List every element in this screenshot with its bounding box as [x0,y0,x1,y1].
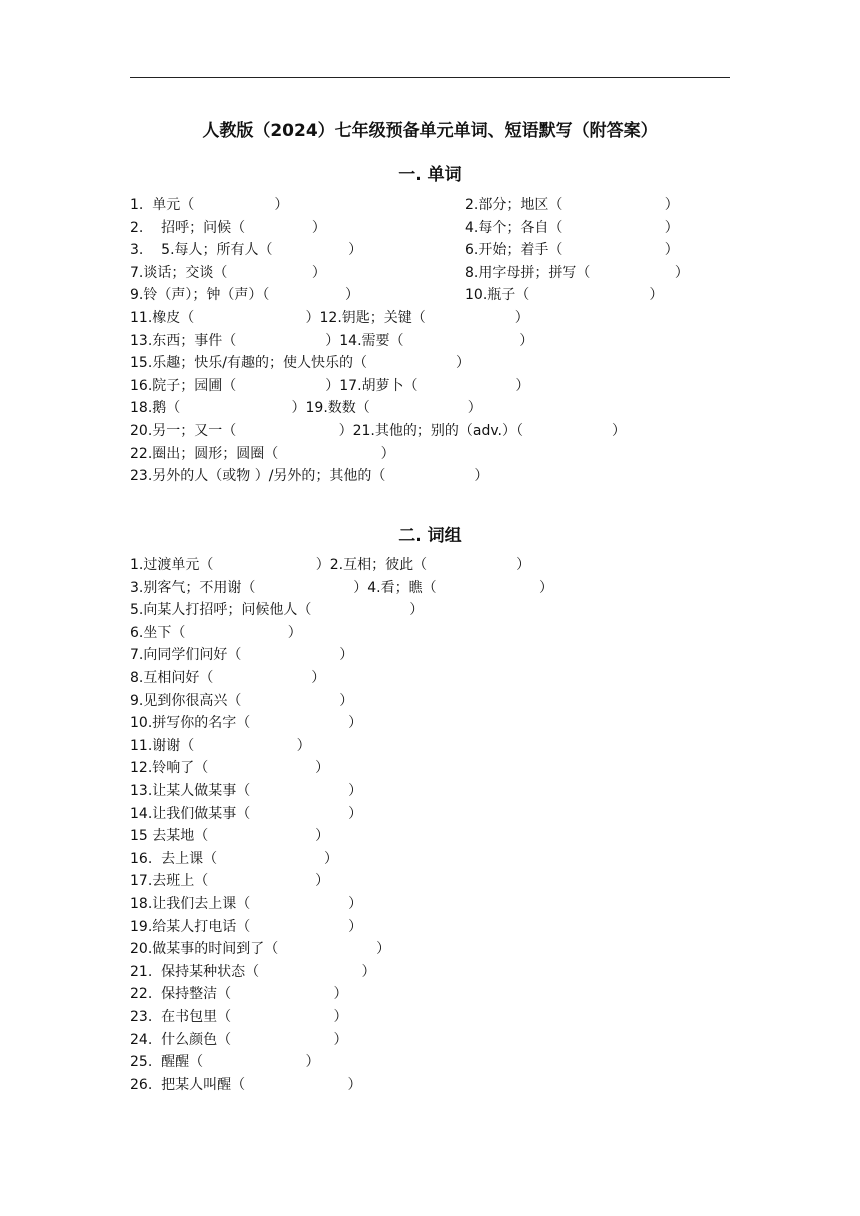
section-heading-words: 一. 单词 [398,165,462,185]
phrase-item: 3.别客气；不用谢（ ）4.看；瞧（ ） [130,579,553,596]
word-item-left: 13.东西；事件（ ）14.需要（ ） [130,332,534,349]
word-item-left: 20.另一；又一（ ）21.其他的；别的（adv.）（ ） [130,423,627,439]
phrase-item: 15 去某地（ ） [130,828,330,845]
phrase-item: 18.让我们去上课（ ） [130,896,363,912]
phrase-item: 16. 去上课（ ） [130,850,338,867]
phrase-item: 21. 保持某种状态（ ） [130,963,376,980]
word-item-left: 9.铃（声）；钟（声）（ ） [130,287,360,304]
document-title: 人教版（2024）七年级预备单元单词、短语默写（附答案） [202,121,658,141]
phrase-item: 6.坐下（ ） [130,624,302,641]
word-item-right: 8.用字母拼；拼写（ ） [465,264,689,281]
phrase-item: 5.向某人打招呼；问候他人（ ） [130,602,424,619]
word-item-right: 4.每个；各自（ ） [465,219,679,236]
word-item-left: 15.乐趣；快乐/有趣的；使人快乐的（ ） [130,355,470,372]
word-item-left: 18.鹅（ ）19.数数（ ） [130,400,482,417]
phrase-item: 12.铃响了（ ） [130,760,330,777]
phrase-item: 10.拼写你的名字（ ） [130,715,363,732]
word-item-left: 7.谈话；交谈（ ） [130,264,326,281]
phrase-item: 20.做某事的时间到了（ ） [130,941,391,958]
word-item-left: 11.橡皮（ ）12.钥匙；关键（ ） [130,310,529,326]
header-rule [130,77,730,78]
phrase-item: 9.见到你很高兴（ ） [130,692,354,709]
section-heading-phrases: 二. 词组 [398,526,462,546]
phrase-item: 22. 保持整洁（ ） [130,986,348,1003]
phrase-item: 25. 醒醒（ ） [130,1054,320,1071]
phrase-item: 8.互相问好（ ） [130,670,326,686]
phrase-item: 14.让我们做某事（ ） [130,805,363,822]
phrase-item: 24. 什么颜色（ ） [130,1031,348,1048]
word-item-left: 2. 招呼；问候（ ） [130,219,326,236]
word-item-right: 2.部分；地区（ ） [465,197,679,213]
word-item-right: 6.开始；着手（ ） [465,242,679,259]
phrase-item: 11.谢谢（ ） [130,737,311,754]
word-item-right: 10.瓶子（ ） [465,287,664,304]
phrase-item: 26. 把某人叫醒（ ） [130,1076,362,1093]
phrase-item: 13.让某人做某事（ ） [130,783,363,799]
word-item-left: 3. 5.每人；所有人（ ） [130,242,363,259]
phrase-item: 19.给某人打电话（ ） [130,918,363,935]
phrase-item: 23. 在书包里（ ） [130,1009,348,1025]
word-item-left: 1. 单元（ ） [130,197,289,213]
phrase-item: 17.去班上（ ） [130,873,330,890]
phrase-item: 7.向同学们问好（ ） [130,647,354,664]
word-item-left: 23.另外的人（或物 ）/另外的；其他的（ ） [130,468,489,485]
word-item-left: 22.圈出；圆形；圆圈（ ） [130,445,395,462]
phrase-item: 1.过渡单元（ ）2.互相；彼此（ ） [130,557,531,573]
word-item-left: 16.院子；园圃（ ）17.胡萝卜（ ） [130,377,530,394]
